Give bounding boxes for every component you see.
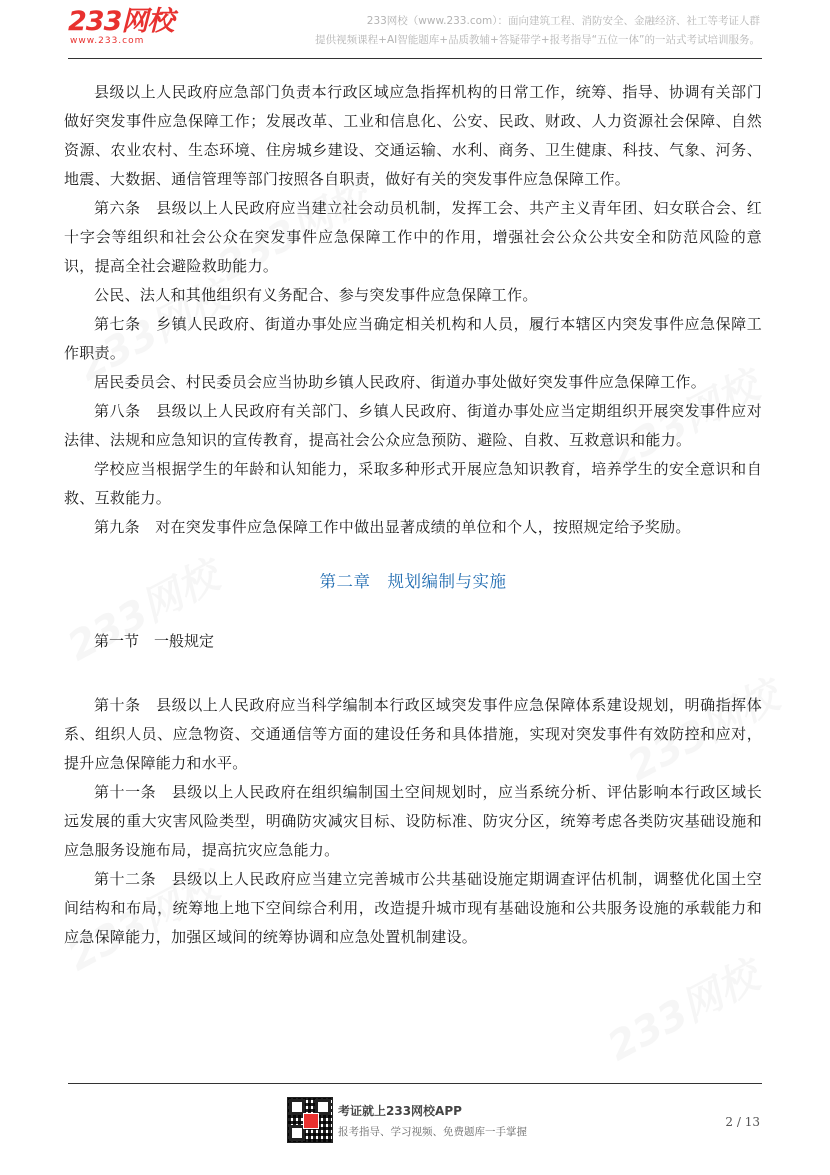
chapter-title: 第二章 规划编制与实施 — [319, 572, 507, 591]
page-header — [0, 0, 830, 56]
document-body — [64, 78, 762, 952]
article-6: 第六条 县级以上人民政府应当建立社会动员机制，发挥工会、共产主义青年团、妇女联合会、红十字会等组织和社会公众在突发事件应急保障工作中的作用，增强社会公众公共安全和防范风险的意识，提高全社会避险救助能力。 — [64, 199, 762, 275]
section-title: 第一节 一般规定 — [94, 632, 215, 650]
brand-logo[interactable] — [68, 8, 173, 46]
header-info-line1: 233网校（www.233.com）：面向建筑工程、消防安全、金融经济、社工等考证人群 — [366, 15, 760, 27]
article-10: 第十条 县级以上人民政府应当科学编制本行政区域突发事件应急保障体系建设规划，明确指挥体系、组织人员、应急物资、交通通信等方面的建设任务和具体措施，实现对突发事件有效防控和应对，提升应急保障能力和水平。 — [64, 696, 762, 772]
header-info — [315, 12, 760, 50]
article-9: 第九条 对在突发事件应急保障工作中做出显著成绩的单位和个人，按照规定给予奖励。 — [94, 518, 691, 536]
app-qr-code[interactable] — [287, 1097, 333, 1143]
footer-app-title: 考证就上233网校APP — [338, 1104, 462, 1118]
article-8: 第八条 县级以上人民政府有关部门、乡镇人民政府、街道办事处应当定期组织开展突发事件应对法律、法规和应急知识的宣传教育，提高社会公众应急预防、避险、自救、互救意识和能力。 — [64, 402, 762, 449]
page-number: 2 / 13 — [725, 1115, 760, 1129]
article-12: 第十二条 县级以上人民政府应当建立完善城市公共基础设施定期调查评估机制，调整优化国土空间结构和布局，统筹地上地下空间综合利用，改造提升城市现有基础设施和公共服务设施的承载能力和应急保障能力，加强区域间的统筹协调和应急处置机制建设。 — [64, 870, 762, 946]
qr-logo — [303, 1113, 319, 1129]
logo-text: 233网校 — [68, 6, 174, 37]
header-divider — [68, 58, 762, 59]
article-11: 第十一条 县级以上人民政府在组织编制国土空间规划时，应当系统分析、评估影响本行政区域长远发展的重大灾害风险类型，明确防灾减灾目标、设防标准、防灾分区，统筹考虑各类防灾基础设施和应急服务设施布局，提高抗灾应急能力。 — [64, 783, 762, 859]
watermark — [596, 945, 767, 1072]
paragraph: 学校应当根据学生的年龄和认知能力，采取多种形式开展应急知识教育，培养学生的安全意识和自救、互救能力。 — [64, 460, 762, 507]
paragraph: 公民、法人和其他组织有义务配合、参与突发事件应急保障工作。 — [94, 286, 538, 304]
footer-app-subtitle: 报考指导、学习视频、免费题库一手掌握 — [338, 1126, 527, 1138]
paragraph: 居民委员会、村民委员会应当协助乡镇人民政府、街道办事处做好突发事件应急保障工作。 — [94, 373, 707, 391]
paragraph: 县级以上人民政府应急部门负责本行政区域应急指挥机构的日常工作，统筹、指导、协调有关部门做好突发事件应急保障工作；发展改革、工业和信息化、公安、民政、财政、人力资源社会保障、自然资源、农业农村、生态环境、住房城乡建设、交通运输、水利、商务、卫生健康、科技、气象、河务、地震、大数据、通信管理等部门按照各自职责，做好有关的突发事件应急保障工作。 — [64, 83, 762, 188]
article-7: 第七条 乡镇人民政府、街道办事处应当确定相关机构和人员，履行本辖区内突发事件应急保障工作职责。 — [64, 315, 762, 362]
header-info-line2: 提供视频课程+AI智能题库+品质教辅+答疑带学+报考指导“五位一体”的一站式考试培训服务。 — [315, 34, 760, 46]
logo-url: www.233.com — [70, 36, 145, 46]
footer-divider — [68, 1083, 762, 1084]
